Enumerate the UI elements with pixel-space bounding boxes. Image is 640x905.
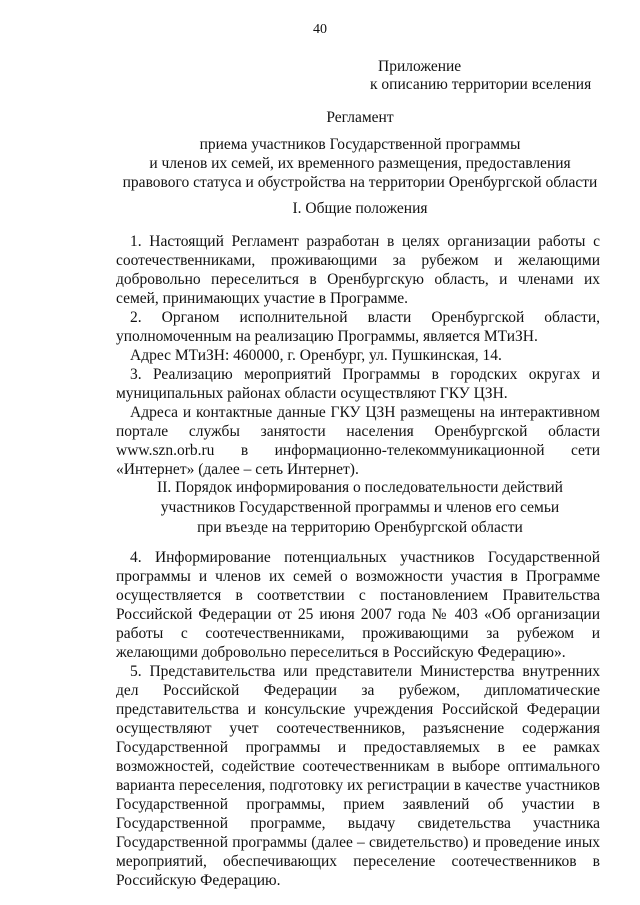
section-2-title [100, 478, 620, 538]
document-title [100, 108, 620, 192]
paragraph-3: 3. Реализацию мероприятий Программы в городских округах и муниципальных районах области осуществляют ГКУ ЦЗН. [116, 366, 600, 402]
section-1-body [116, 232, 600, 479]
title-line-2: и членов их семей, их временного размещения, предоставления [149, 155, 571, 172]
section-2-title-line-2: участников Государственной программы и членов его семьи [160, 499, 560, 516]
page-number: 40 [313, 22, 327, 37]
appendix-line-2: к описанию территории вселения [370, 76, 592, 93]
title-heading: Регламент [326, 109, 394, 126]
section-1-title-text: I. Общие положения [292, 200, 428, 217]
section-2-title-line-1: II. Порядок информирования о последовательности действий [157, 479, 563, 496]
paragraph-contacts: Адреса и контактные данные ГКУ ЦЗН размещены на интерактивном портале службы занятости населения Оренбургской области www.szn.orb.ru в информационно-телекоммуникационной сети «Интернет» (далее – сеть Интернет). [116, 404, 600, 478]
section-1-title [100, 199, 620, 219]
title-line-3: правового статуса и обустройства на территории Оренбургской области [122, 174, 598, 191]
paragraph-2: 2. Органом исполнительной власти Оренбургской области, уполномоченным на реализацию Программы, является МТиЗН. [116, 309, 600, 345]
paragraph-4: 4. Информирование потенциальных участников Государственной программы и членов их семей о возможности участия в Программе осуществляется в соответствии с постановлением Правительства Российской Федерации от 25 июня 2007 года № 403 «Об организации работы с соотечественниками, проживающими за рубежом и желающими добровольно переселиться в Российскую Федерацию». [116, 549, 600, 661]
appendix-note [370, 58, 592, 94]
appendix-line-1: Приложение [378, 58, 462, 75]
paragraph-5: 5. Представительства или представители Министерства внутренних дел Российской Федерации за рубежом, дипломатические представительства и консульские учреждения Российской Федерации осуществляют учет соотечественников, разъяснение содержания Государственной программы и предоставляемых в ее рамках возможностей, содействие соотечественникам в выборе оптимального варианта переселения, подготовку их регистрации в качестве участников Государственной программы, прием заявлений об участии в Государственной программе, выдачу свидетельства участника Государственной программы (далее – свидетельство) и проведение иных мероприятий, обеспечивающих переселение соотечественников в Российскую Федерацию. [116, 663, 600, 889]
paragraph-1: 1. Настоящий Регламент разработан в целях организации работы с соотечественниками, проживающими за рубежом и желающими добровольно переселиться в Оренбургскую область, и членами их семей, принимающих участие в Программе. [116, 233, 600, 307]
title-line-1: приема участников Государственной программы [199, 136, 521, 153]
paragraph-address: Адрес МТиЗН: 460000, г. Оренбург, ул. Пушкинская, 14. [130, 347, 502, 364]
section-2-title-line-3: при въезде на территорию Оренбургской области [197, 519, 523, 536]
section-2-body [116, 548, 600, 890]
